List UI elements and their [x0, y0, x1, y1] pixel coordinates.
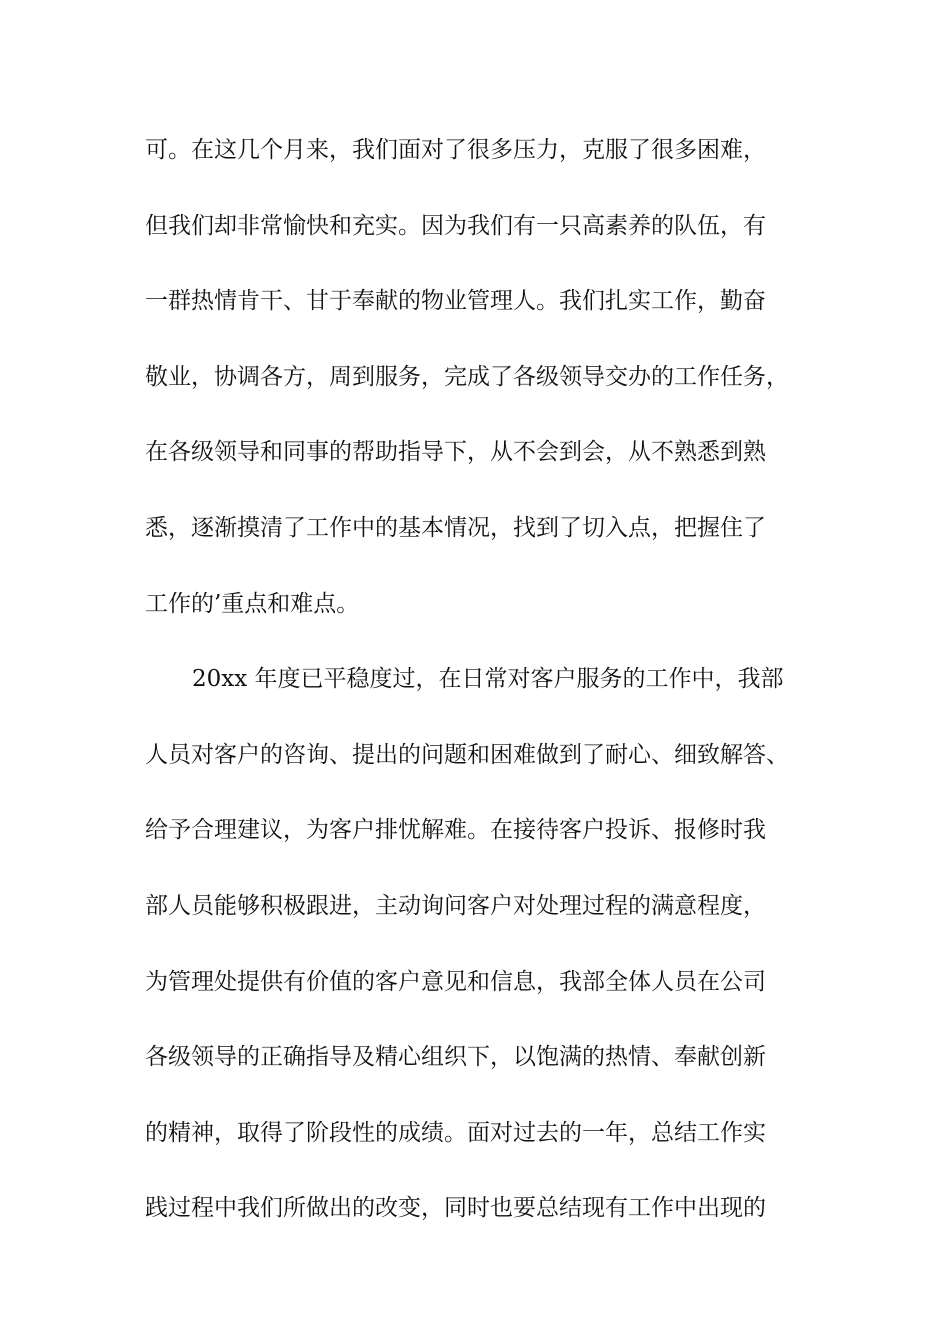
text-line: 20xx 年度已平稳度过，在日常对客户服务的工作中，我部	[192, 666, 784, 693]
paragraph-1	[145, 126, 835, 655]
text-line: 可。在这几个月来，我们面对了很多压力，克服了很多困难，	[145, 137, 766, 163]
text-line: 敬业，协调各方，周到服务，完成了各级领导交办的工作任务，	[145, 363, 789, 390]
text-line: 人员对客户的咨询、提出的问题和困难做到了耐心、细致解答、	[145, 741, 789, 768]
text-line: 给予合理建议，为客户排忧解难。在接待客户投诉、报修时我	[145, 817, 766, 844]
text-line: 的精神，取得了阶段性的成绩。面对过去的一年，总结工作实	[145, 1119, 766, 1146]
text-line: 悉，逐渐摸清了工作中的基本情况，找到了切入点，把握住了	[145, 514, 766, 541]
paragraph-2	[145, 655, 835, 1335]
text-line: 但我们却非常愉快和充实。因为我们有一只高素养的队伍，有	[145, 212, 766, 239]
text-line: 一群热情肯干、甘于奉献的物业管理人。我们扎实工作，勤奋	[145, 288, 766, 315]
text-line: 践过程中我们所做出的改变，同时也要总结现有工作中出现的	[145, 1195, 766, 1222]
text-line: 工作的’重点和难点。	[145, 590, 360, 617]
document-body	[145, 126, 835, 1336]
text-line: 各级领导的正确指导及精心组织下，以饱满的热情、奉献创新	[145, 1044, 766, 1071]
text-line: 为管理处提供有价值的客户意见和信息，我部全体人员在公司	[145, 968, 766, 995]
text-line: 部人员能够积极跟进，主动询问客户对处理过程的满意程度，	[145, 892, 766, 919]
text-line: 在各级领导和同事的帮助指导下，从不会到会，从不熟悉到熟	[145, 439, 766, 466]
text-line	[145, 1260, 835, 1336]
